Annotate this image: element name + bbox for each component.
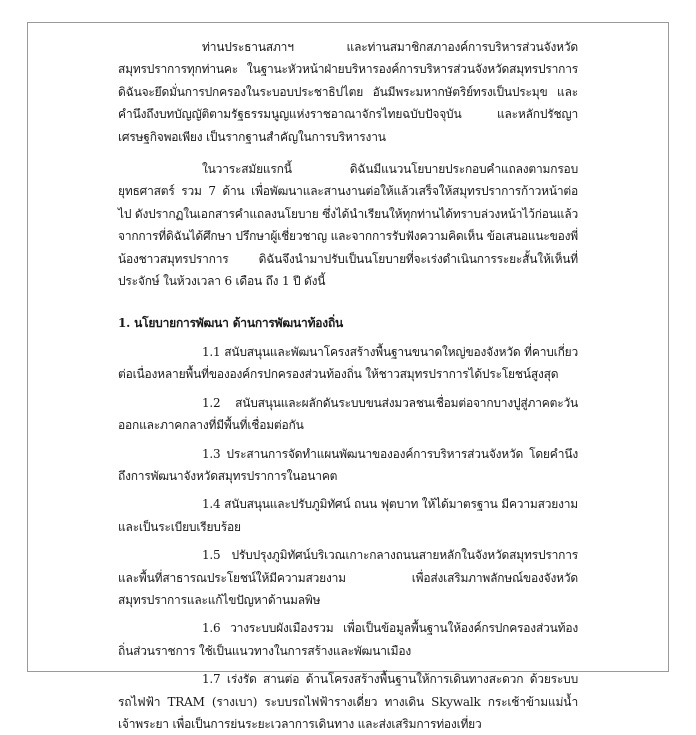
policy-item-1-5: 1.5 ปรับปรุงภูมิทัศน์บริเวณเกาะกลางถนนสายหลักในจังหวัดสมุทรปราการ และพื้นที่สาธารณประโยชน์ให้มีความสวยงาม เพื่อส่งเสริมภาพลักษณ์ของจังหวัดสมุทรปราการและแก้ไขปัญหาด้านมลพิษ [118, 548, 578, 607]
document-body [118, 36, 578, 735]
policy-item-1-4: 1.4 สนับสนุนและปรับภูมิทัศน์ ถนน ฟุตบาท ให้ได้มาตรฐาน มีความสวยงามและเป็นระเบียบเรียบร้อย [118, 497, 578, 534]
intro-paragraph-1: ท่านประธานสภาฯ และท่านสมาชิกสภาองค์การบริหารส่วนจังหวัดสมุทรปราการทุกท่านคะ ในฐานะหัวหน้าฝ่ายบริหารองค์การบริหารส่วนจังหวัดสมุทรปราการ ดิฉันจะยึดมั่นการปกครองในระบอบประชาธิปไตย อันมีพระมหากษัตริย์ทรงเป็นประมุข และคำนึงถึงบทบัญญัติตามรัฐธรรมนูญแห่งราชอาณาจักรไทยฉบับปัจจุบัน และหลักปรัชญาเศรษฐกิจพอเพียง เป็นรากฐานสำคัญในการบริหารงาน [118, 40, 578, 144]
policy-item-1-7: 1.7 เร่งรัด สานต่อ ด้านโครงสร้างพื้นฐานให้การเดินทางสะดวก ด้วยระบบรถไฟฟ้า TRAM (รางเบา) ระบบรถไฟฟ้ารางเดี่ยว ทางเดิน Skywalk กระเช้าข้ามแม่น้ำเจ้าพระยา เพื่อเป็นการย่นระยะเวลาการเดินทาง และส่งเสริมการท่องเที่ยว [118, 672, 578, 731]
policy-item-1-1: 1.1 สนับสนุนและพัฒนาโครงสร้างพื้นฐานขนาดใหญ่ของจังหวัด ที่คาบเกี่ยวต่อเนื่องหลายพื้นที่ขององค์กรปกครองส่วนท้องถิ่น ให้ชาวสมุทรปราการได้ประโยชน์สูงสุด [118, 344, 578, 382]
section-heading: 1. นโยบายการพัฒนา ด้านการพัฒนาท้องถิ่น [118, 316, 344, 331]
intro-paragraph-2: ในวาระสมัยแรกนี้ ดิฉันมีแนวนโยบายประกอบคำแถลงตามกรอบยุทธศาสตร์ รวม 7 ด้าน เพื่อพัฒนาและสานงานต่อให้แล้วเสร็จให้สมุทรปราการก้าวหน้าต่อไป ดังปรากฏในเอกสารคำแถลงนโยบาย ซึ่งได้นำเรียนให้ทุกท่านได้ทราบล่วงหน้าไว้ก่อนแล้ว จากการที่ดิฉันได้ศึกษา ปรึกษาผู้เชี่ยวชาญ และจากการรับฟังความคิดเห็น ข้อเสนอแนะของพี่น้องชาวสมุทรปราการ ดิฉันจึงนำมาปรับเป็นนโยบายที่จะเร่งดำเนินการระยะสั้นให้เห็นที่ประจักษ์ ในห้วงเวลา 6 เดือน ถึง 1 ปี ดังนี้ [118, 162, 579, 289]
policy-item-1-6: 1.6 วางระบบผังเมืองรวม เพื่อเป็นข้อมูลพื้นฐานให้องค์กรปกครองส่วนท้องถิ่นส่วนราชการ ใช้เป็นแนวทางในการสร้างและพัฒนาเมือง [118, 621, 578, 658]
policy-item-1-3: 1.3 ประสานการจัดทำแผนพัฒนาขององค์การบริหารส่วนจังหวัด โดยคำนึงถึงการพัฒนาจังหวัดสมุทรปราการในอนาคต [118, 446, 578, 483]
policy-item-1-2: 1.2 สนับสนุนและผลักดันระบบขนส่งมวลชนเชื่อมต่อจากบางปูสู่ภาคตะวันออกและภาคกลางที่มีพื้นที่เชื่อมต่อกัน [118, 395, 578, 433]
